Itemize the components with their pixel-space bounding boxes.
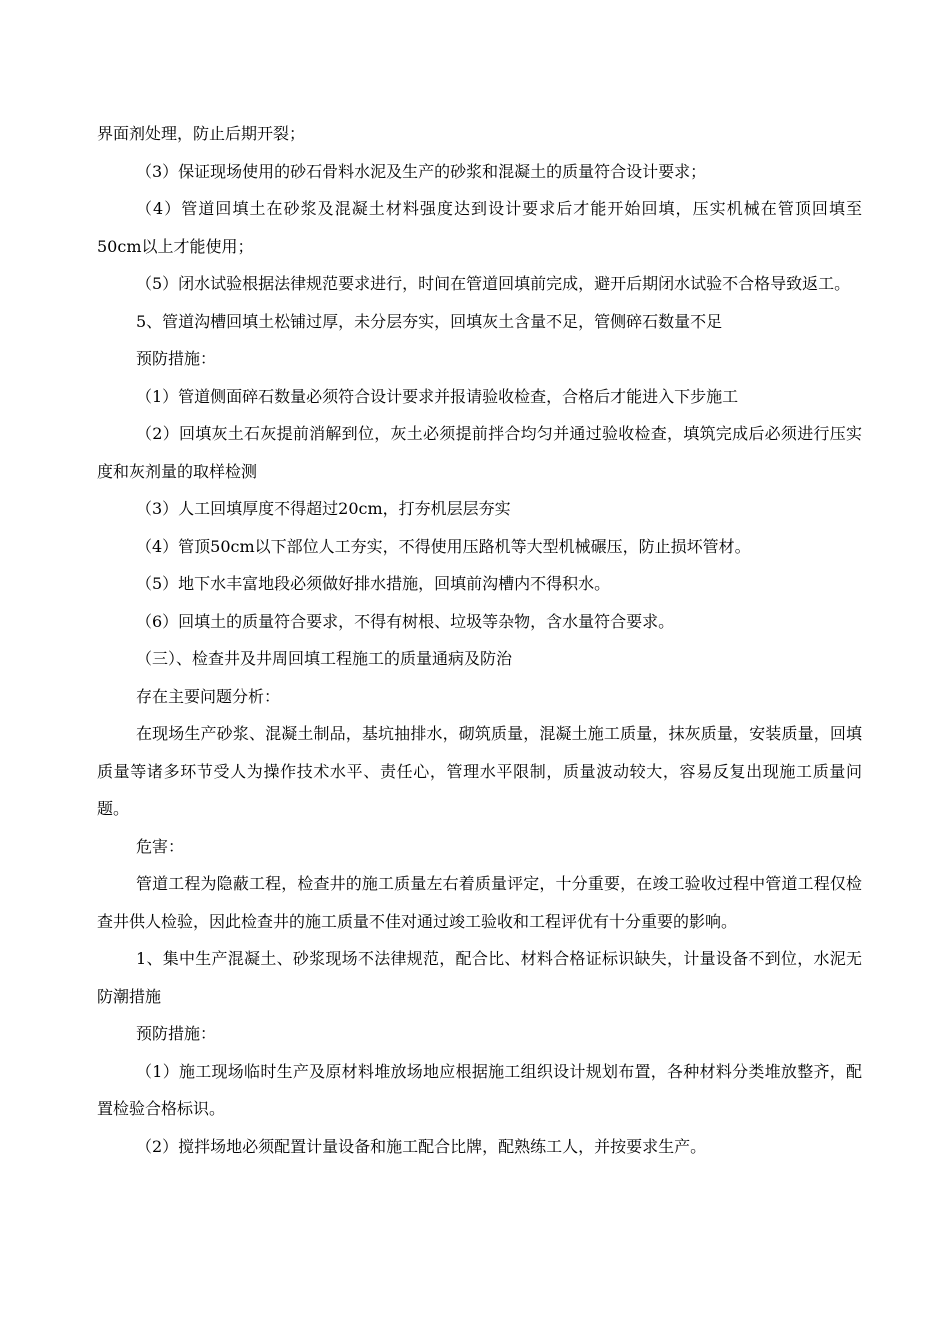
paragraph: （5）闭水试验根据法律规范要求进行，时间在管道回填前完成，避开后期闭水试验不合格导致返工。 — [136, 274, 851, 293]
paragraph: 在现场生产砂浆、混凝土制品，基坑抽排水，砌筑质量，混凝土施工质量，抹灰质量，安装质量，回填质量等诸多环节受人为操作技术水平、责任心，管理水平限制，质量波动较大，容易反复出现施工质量问题。 — [97, 724, 862, 818]
list-item: （6）回填土的质量符合要求，不得有树根、垃圾等杂物，含水量符合要求。 — [136, 611, 675, 631]
paragraph: 预防措施： — [136, 1024, 217, 1043]
paragraph: 管道工程为隐蔽工程，检查井的施工质量左右着质量评定，十分重要，在竣工验收过程中管道工程仅检查井供人检验，因此检查井的施工质量不佳对通过竣工验收和工程评优有十分重要的影响。 — [97, 874, 862, 931]
list-item: （5）地下水丰富地段必须做好排水措施，回填前沟槽内不得积水。 — [136, 574, 611, 593]
section-heading: （三）、检查井及井周回填工程施工的质量通病及防治 — [136, 649, 513, 668]
list-item: （1）管道侧面碎石数量必须符合设计要求并报请验收检查，合格后才能进入下步施工 — [136, 386, 739, 406]
section-heading: 1、集中生产混凝土、砂浆现场不法律规范，配合比、材料合格证标识缺失，计量设备不到位，水泥无防潮措施 — [97, 949, 862, 1006]
paragraph: 存在主要问题分析： — [136, 686, 281, 706]
paragraph: （4）管道回填土在砂浆及混凝土材料强度达到设计要求后才能开始回填，压实机械在管顶回填至50cm以上才能使用； — [97, 199, 862, 256]
list-item: （4）管顶50cm以下部位人工夯实，不得使用压路机等大型机械碾压，防止损坏管材。 — [136, 536, 751, 556]
list-item: （2）回填灰土石灰提前消解到位，灰土必须提前拌合均匀并通过验收检查，填筑完成后必须进行压实度和灰剂量的取样检测 — [97, 424, 862, 481]
paragraph: 界面剂处理，防止后期开裂； — [97, 124, 306, 143]
list-item: （1）施工现场临时生产及原材料堆放场地应根据施工组织设计规划布置，各种材料分类堆放整齐，配置检验合格标识。 — [97, 1061, 862, 1118]
section-heading: 5、管道沟槽回填土松铺过厚，未分层夯实，回填灰土含量不足，管侧碎石数量不足 — [136, 311, 723, 331]
list-item: （2）搅拌场地必须配置计量设备和施工配合比牌，配熟练工人，并按要求生产。 — [136, 1136, 707, 1156]
list-item: （3）人工回填厚度不得超过20cm，打夯机层层夯实 — [136, 499, 511, 518]
document-body — [97, 115, 862, 1165]
paragraph: 危害： — [136, 836, 185, 856]
paragraph: （3）保证现场使用的砂石骨料水泥及生产的砂浆和混凝土的质量符合设计要求； — [136, 161, 707, 181]
paragraph: 预防措施： — [136, 349, 217, 368]
